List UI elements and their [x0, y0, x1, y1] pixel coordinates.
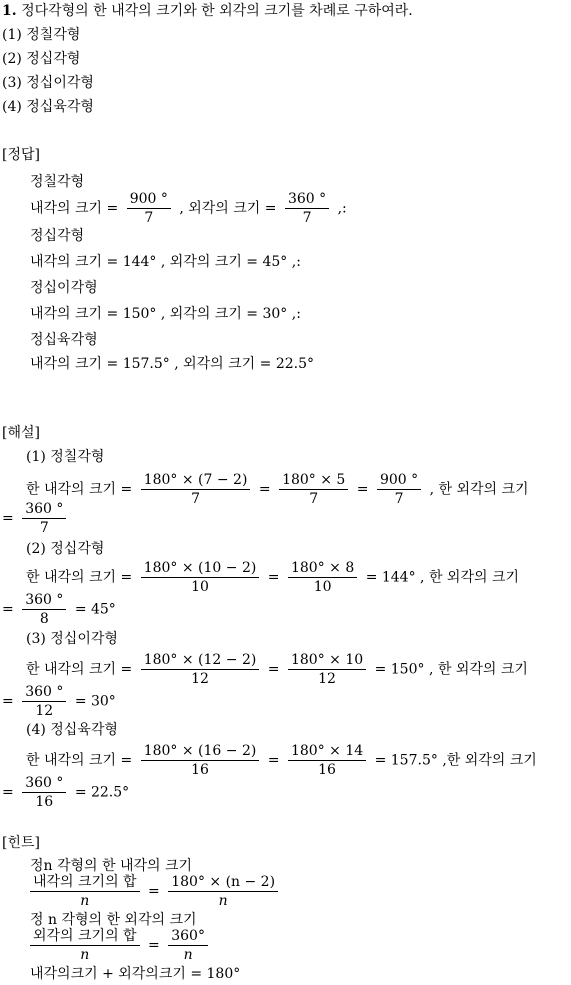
answer-name-4: 정십육각형 — [30, 332, 98, 348]
explanation-title-3: (3) 정십이각형 — [26, 631, 118, 647]
explanation-ext-2: = $\frac{360 ^\circ}{8}$ = 45° — [2, 592, 116, 627]
explanation-title-2: (2) 정십각형 — [26, 541, 105, 557]
problem-item-2: (2) 정십각형 — [2, 51, 81, 67]
answer-line-4: 내각의 크기 = 157.5° , 외각의 크기 = 22.5° — [30, 356, 315, 372]
answer-line-2: 내각의 크기 = 144° , 외각의 크기 = 45° ,: — [30, 254, 301, 270]
answer-name-2: 정십각형 — [30, 228, 85, 244]
exterior-label: , 외각의 크기 = — [179, 200, 277, 217]
hint-line-3: 내각의크기 + 외각의크기 = 180° — [30, 966, 241, 982]
explanation-title-1: (1) 정칠각형 — [26, 449, 105, 465]
answer-heading: [정답] — [2, 147, 40, 163]
problem-item-3: (3) 정십이각형 — [2, 75, 94, 91]
explanation-title-4: (4) 정십육각형 — [26, 722, 118, 738]
hint-line-2: 정 n 각형의 한 외각의 크기 — [30, 912, 197, 928]
hint-heading: [힌트] — [2, 835, 40, 851]
problem-statement — [2, 2, 413, 20]
answer-name-1: 정칠각형 — [30, 174, 85, 190]
hint-line-1: 정n 각형의 한 내각의 크기 — [30, 858, 193, 874]
answer-line-3: 내각의 크기 = 150° , 외각의 크기 = 30° ,: — [30, 306, 301, 322]
hint-formula-1: $\frac{\text{내각의 크기의 합}}{n}$ = $\frac{180^\circ \times (n - 2)}{n}$ — [30, 873, 282, 910]
explanation-ext-3: = $\frac{360 ^\circ}{12}$ = 30° — [2, 684, 116, 719]
explanation-heading: [해설] — [2, 425, 40, 441]
interior-fraction: $\frac{900 ^\circ}{7}$ — [127, 190, 171, 227]
explanation-row-4: 한 내각의 크기 = $\frac{180^\circ \times (16 - 2)}{16}$ = $\frac{180^\circ \times 14}{16}$ = 157.5° ,한 외각의 크기 — [26, 743, 537, 778]
exterior-fraction: $\frac{360 ^\circ}{7}$ — [285, 190, 329, 227]
explanation-ext-1: = $\frac{360 ^\circ}{7}$ — [2, 500, 70, 537]
explanation-row-2: 한 내각의 크기 = $\frac{180^\circ \times (10 - 2)}{10}$ = $\frac{180^\circ \times 8}{10}$ = 144° , 한 외각의 크기 — [26, 560, 519, 595]
explanation-row-1: 한 내각의 크기 = $\frac{180^\circ \times (7 - 2)}{7}$ = $\frac{180^\circ \times 5}{7}$ = $\frac{900 ^\circ}{7}$ , 한 외각의 크기 — [26, 472, 529, 507]
answer-line-1 — [30, 190, 347, 227]
answer-tail: ,: — [337, 200, 347, 217]
answer-name-3: 정십이각형 — [30, 280, 98, 296]
problem-item-4: (4) 정십육각형 — [2, 99, 94, 115]
problem-item-1: (1) 정칠각형 — [2, 27, 81, 43]
interior-label: 내각의 크기 = — [30, 200, 119, 217]
hint-formula-2: $\frac{\text{외각의 크기의 합}}{n}$ = $\frac{360^\circ}{n}$ — [30, 927, 212, 964]
problem-number: 1. — [2, 3, 17, 19]
problem-text: 정다각형의 한 내각의 크기와 한 외각의 크기를 차례로 구하여라. — [21, 3, 413, 19]
explanation-row-3: 한 내각의 크기 = $\frac{180^\circ \times (12 - 2)}{12}$ = $\frac{180^\circ \times 10}{12}$ = 150° , 한 외각의 크기 — [26, 652, 528, 687]
explanation-ext-4: = $\frac{360 ^\circ}{16}$ = 22.5° — [2, 775, 130, 810]
